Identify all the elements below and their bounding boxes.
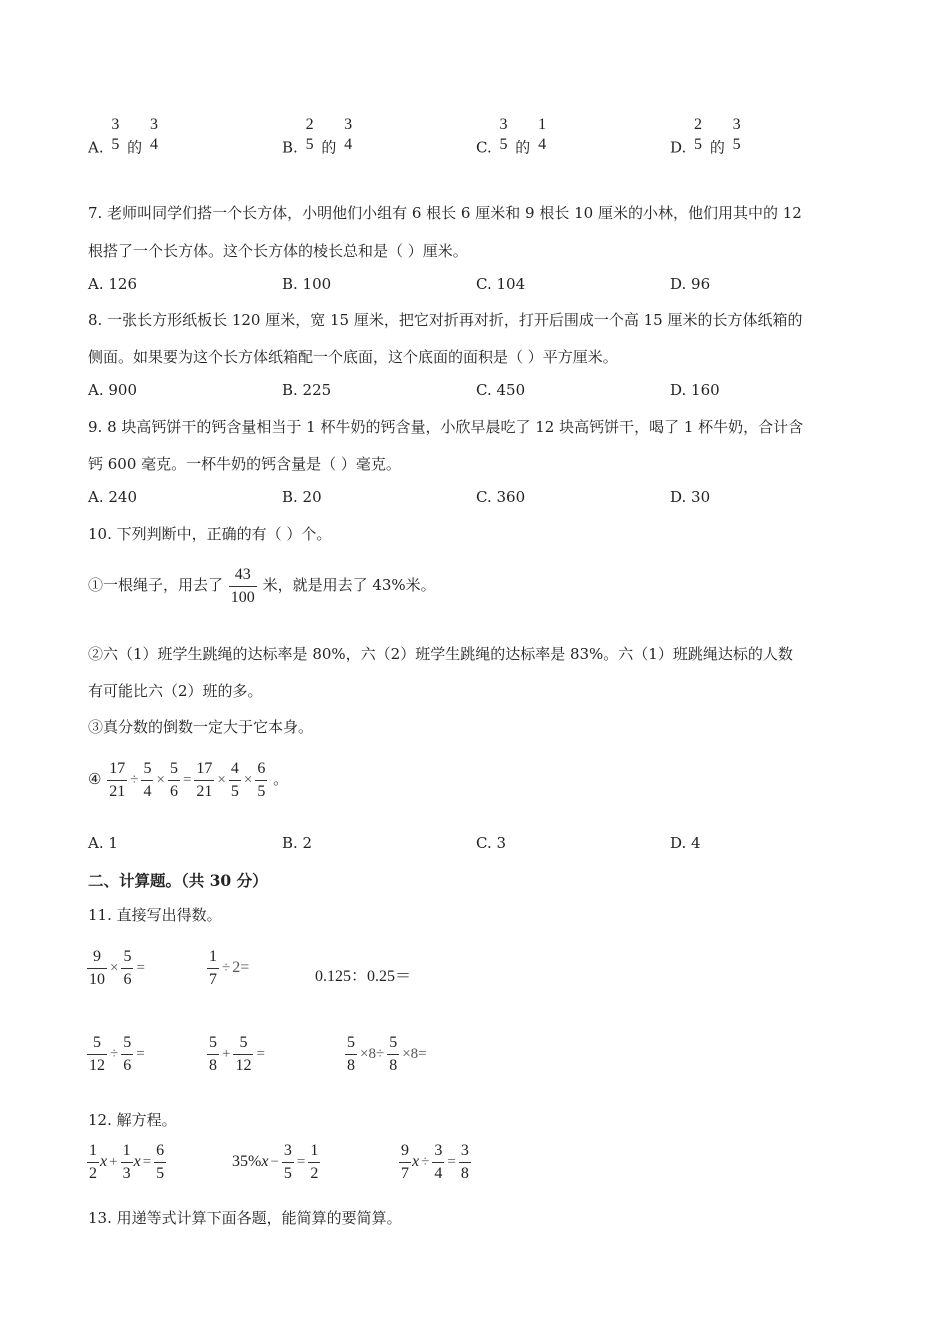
fraction: 1 4	[538, 116, 547, 153]
fraction: $\frac{1}{7}$	[209, 948, 217, 988]
fraction: $\frac{5}{6}$	[123, 1034, 132, 1074]
q9-option-b[interactable]: B. 20	[282, 488, 322, 506]
fraction: 2 5	[694, 116, 703, 153]
fraction: $\frac{6}{5}$	[257, 760, 266, 800]
q8-line1: 8. 一张长方形纸板长 120 厘米，宽 15 厘米，把它对折再对折，打开后围成一个高 15 厘米的长方体纸箱的	[88, 311, 803, 329]
q9-line2: 钙 600 毫克。一杯牛奶的钙含量是（ ）毫克。	[88, 455, 401, 473]
fraction: $\frac{1}{2}$	[310, 1142, 319, 1182]
fraction: $\frac{5}{8}$	[209, 1034, 217, 1074]
fraction: $\frac{3}{8}$	[460, 1142, 469, 1182]
fraction: $\frac{9}{7}$	[401, 1142, 409, 1182]
q6-option-a[interactable]: A. 3 5 的 3 4	[88, 116, 158, 157]
q7-option-c[interactable]: C. 104	[476, 275, 526, 293]
fraction: $\frac{1}{3}$	[122, 1142, 131, 1182]
fraction: 3 4	[344, 116, 353, 153]
q9-option-d[interactable]: D. 30	[670, 488, 711, 506]
fraction: $\frac{1}{2}$	[89, 1142, 97, 1182]
q11-title: 11. 直接写出得数。	[88, 906, 222, 924]
q6-option-b[interactable]: B. 2 5 的 3 4	[282, 116, 353, 157]
q7-line1: 7. 老师叫同学们搭一个长方体，小明他们小组有 6 根长 6 厘米和 9 根长 10 厘米的小林，他们用其中的 12	[88, 204, 802, 222]
fraction: 3 5	[732, 116, 741, 153]
fraction: $\frac{17}{21}$	[196, 760, 213, 800]
q10-title: 10. 下列判断中，正确的有（ ）个。	[88, 525, 332, 543]
q10-option-d[interactable]: D. 4	[670, 834, 701, 852]
fraction: $\frac{5}{8}$	[347, 1034, 355, 1074]
q12-equation-1: $\frac{1}{2}$ x + $\frac{1}{3}$ x = $\frac{6}{5}$	[89, 1142, 165, 1182]
q12-equation-3: $\frac{9}{7}$ x ÷ $\frac{3}{4}$ = $\frac{3}{8}$	[401, 1142, 469, 1182]
fraction: $\frac{43}{100}$	[230, 566, 255, 606]
q13-title: 13. 用递等式计算下面各题，能简算的要简算。	[88, 1209, 402, 1227]
q10-option-a[interactable]: A. 1	[88, 834, 118, 852]
q11-expr-1: $\frac{9}{10}$ × $\frac{5}{6}$ =	[89, 948, 145, 988]
q11-expr-4: $\frac{5}{12}$ ÷ $\frac{5}{6}$ =	[89, 1034, 145, 1074]
q7-option-a[interactable]: A. 126	[88, 275, 137, 293]
fraction: $\frac{17}{21}$	[109, 760, 126, 800]
fraction: $\frac{4}{5}$	[230, 760, 239, 800]
fraction: $\frac{9}{10}$	[89, 948, 105, 988]
q10-option-c[interactable]: C. 3	[476, 834, 507, 852]
q12-equation-2: 35%x − $\frac{3}{5}$ = $\frac{1}{2}$	[232, 1142, 319, 1182]
fraction: 3 4	[149, 116, 158, 153]
q9-option-c[interactable]: C. 360	[476, 488, 526, 506]
q9-option-a[interactable]: A. 240	[88, 488, 137, 506]
q10-option-b[interactable]: B. 2	[282, 834, 313, 852]
q12-title: 12. 解方程。	[88, 1111, 177, 1129]
fraction: $\frac{5}{4}$	[143, 760, 152, 800]
q9-line1: 9. 8 块高钙饼干的钙含量相当于 1 杯牛奶的钙含量，小欣早晨吃了 12 块高钙饼干，喝了 1 杯牛奶，合计含	[88, 418, 804, 436]
fraction: $\frac{3}{4}$	[434, 1142, 443, 1182]
q8-line2: 侧面。如果要为这个长方体纸箱配一个底面，这个底面的面积是（ ）平方厘米。	[88, 348, 618, 366]
fraction: $\frac{5}{12}$	[235, 1034, 252, 1074]
q10-statement-2-line2: 有可能比六（2）班的多。	[88, 682, 263, 700]
q8-option-a[interactable]: A. 900	[88, 381, 137, 399]
q6-option-d[interactable]: D. 2 5 的 3 5	[670, 116, 741, 157]
fraction: $\frac{5}{12}$	[89, 1034, 105, 1074]
q10-statement-3: ③真分数的倒数一定大于它本身。	[88, 718, 314, 736]
q11-expr-3: 0.125：0.25＝	[315, 968, 412, 985]
fraction: $\frac{6}{5}$	[156, 1142, 165, 1182]
q8-option-c[interactable]: C. 450	[476, 381, 526, 399]
fraction: $\frac{3}{5}$	[283, 1142, 292, 1182]
q11-expr-6: $\frac{5}{8}$ ×8÷ $\frac{5}{8}$ ×8=	[347, 1034, 427, 1074]
q7-option-b[interactable]: B. 100	[282, 275, 332, 293]
q7-line2: 根搭了一个长方体。这个长方体的棱长总和是（ ）厘米。	[88, 242, 468, 260]
fraction: $\frac{5}{6}$	[169, 760, 178, 800]
q11-expr-2: $\frac{1}{7}$ ÷ 2=	[209, 948, 250, 988]
q10-statement-1: ①一根绳子，用去了 $\frac{43}{100}$ 米，就是用去了 43%米。	[88, 566, 436, 606]
q11-expr-5: $\frac{5}{8}$ + $\frac{5}{12}$ =	[209, 1034, 265, 1074]
q7-option-d[interactable]: D. 96	[670, 275, 711, 293]
fraction: 3 5	[499, 116, 508, 153]
section-2-heading: 二、计算题。（共 30 分）	[88, 871, 268, 890]
fraction: 2 5	[305, 116, 314, 153]
q6-option-c[interactable]: C. 3 5 的 1 4	[476, 116, 547, 157]
q8-option-b[interactable]: B. 225	[282, 381, 332, 399]
fraction: $\frac{5}{8}$	[389, 1034, 398, 1074]
fraction: 3 5	[111, 116, 120, 153]
q10-statement-4: ④ $\frac{17}{21}$ ÷ $\frac{5}{4}$ × $\frac{5}{6}$ = $\frac{17}{21}$ × $\frac{4}{5}$ × $\frac{6}{5}$ 。	[88, 760, 289, 800]
q10-statement-2-line1: ②六（1）班学生跳绳的达标率是 80%，六（2）班学生跳绳的达标率是 83%。六（1）班跳绳达标的人数	[88, 645, 793, 663]
q8-option-d[interactable]: D. 160	[670, 381, 720, 399]
fraction: $\frac{5}{6}$	[123, 948, 132, 988]
